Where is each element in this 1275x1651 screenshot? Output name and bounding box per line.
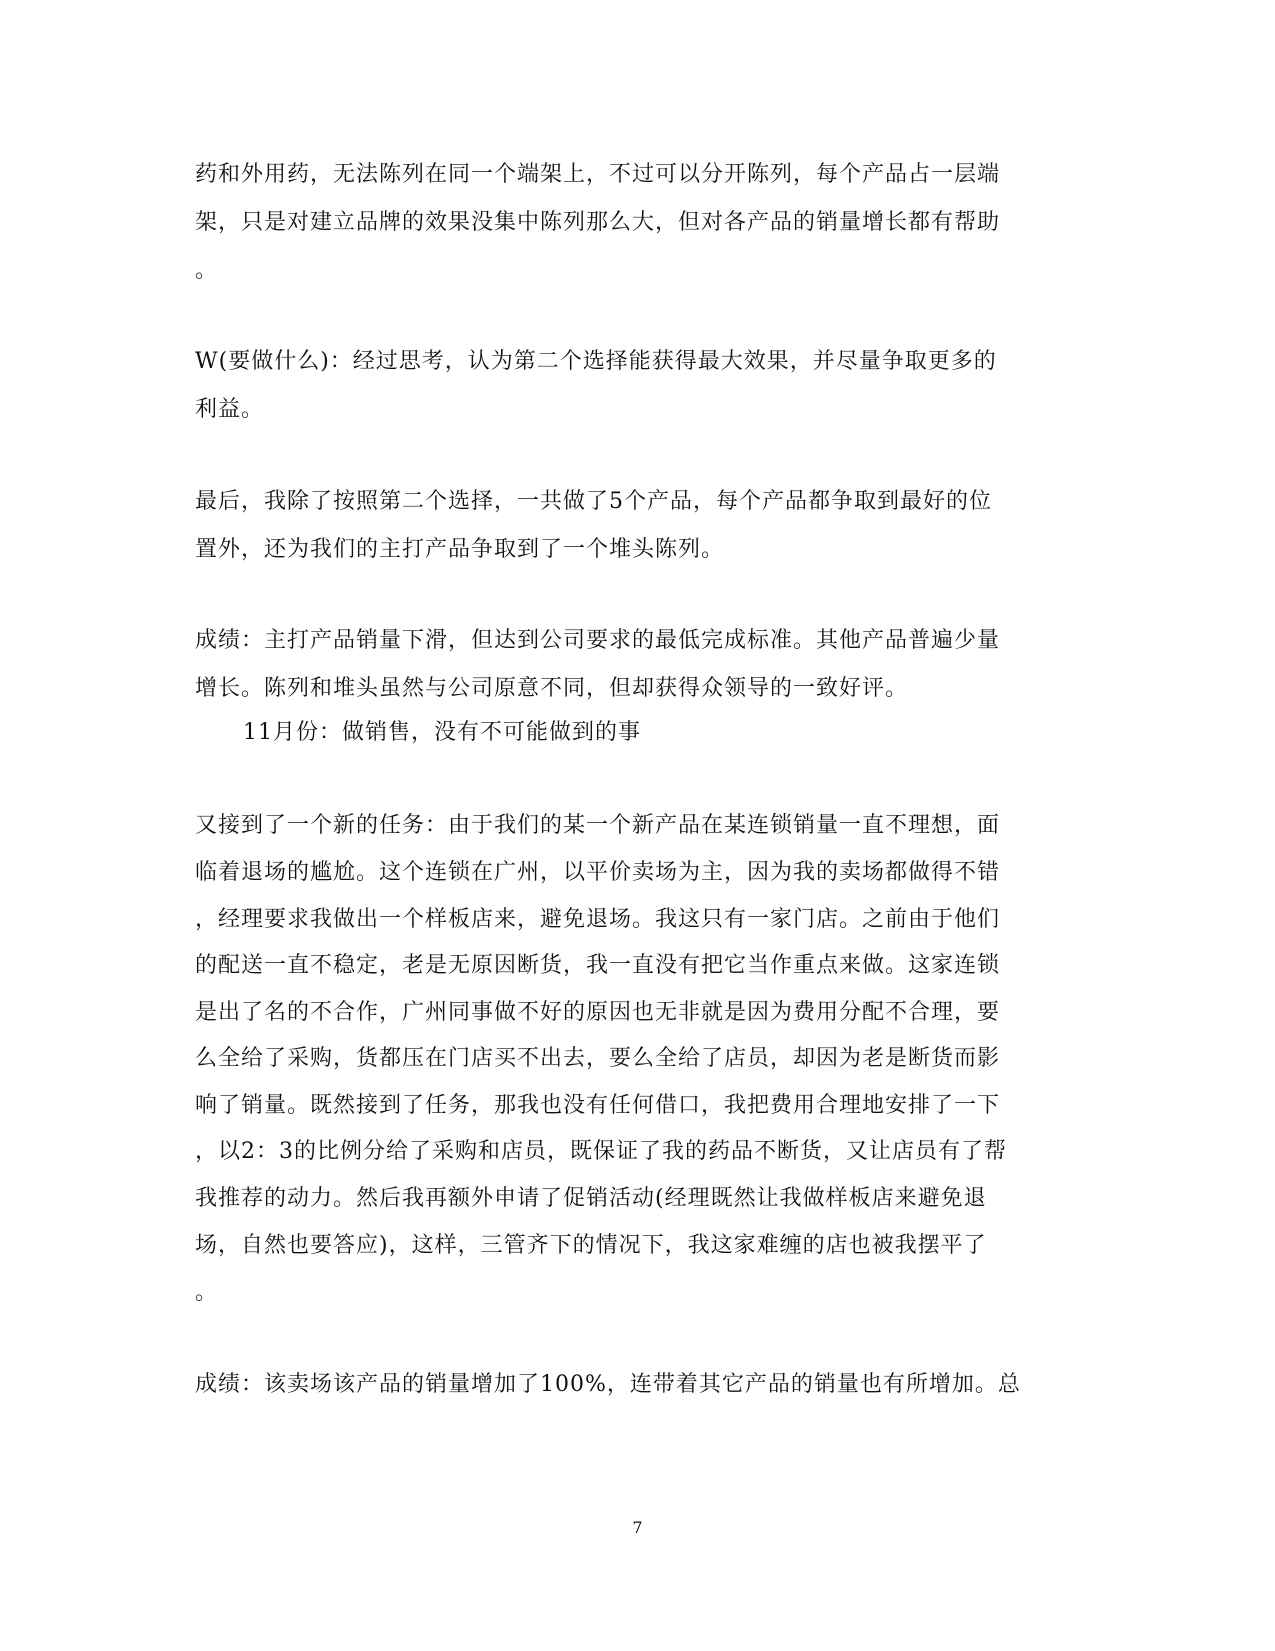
text-line: ，经理要求我做出一个样板店来，避免退场。我这只有一家门店。之前由于他们 (195, 907, 1001, 932)
text-line: 临着退场的尴尬。这个连锁在广州，以平价卖场为主，因为我的卖场都做得不错 (195, 860, 1001, 885)
text-line: 利益。 (195, 397, 265, 422)
text-line: 置外，还为我们的主打产品争取到了一个堆头陈列。 (195, 537, 725, 562)
text-line: 成绩：主打产品销量下滑，但达到公司要求的最低完成标准。其他产品普遍少量 (195, 628, 1001, 653)
text-line: 的配送一直不稳定，老是无原因断货，我一直没有把它当作重点来做。这家连锁 (195, 953, 1001, 978)
text-line: 药和外用药，无法陈列在同一个端架上，不过可以分开陈列，每个产品占一层端 (195, 162, 1001, 187)
text-line: 。 (195, 258, 219, 283)
text-line: 响了销量。既然接到了任务，那我也没有任何借口，我把费用合理地安排了一下 (195, 1093, 1001, 1118)
text-line: 是出了名的不合作，广州同事做不好的原因也无非就是因为费用分配不合理，要 (195, 1000, 1001, 1025)
text-line: 场，自然也要答应)，这样，三管齐下的情况下，我这家难缠的店也被我摆平了 (195, 1233, 987, 1258)
text-line: 最后，我除了按照第二个选择，一共做了5个产品，每个产品都争取到最好的位 (195, 489, 992, 514)
text-line: 。 (195, 1280, 219, 1305)
text-line: 增长。陈列和堆头虽然与公司原意不同，但却获得众领导的一致好评。 (195, 676, 909, 701)
text-line: 成绩：该卖场该产品的销量增加了100%，连带着其它产品的销量也有所增加。总 (195, 1372, 1021, 1397)
text-line: W(要做什么)：经过思考，认为第二个选择能获得最大效果，并尽量争取更多的 (195, 349, 997, 374)
text-line: ，以2：3的比例分给了采购和店员，既保证了我的药品不断货，又让店员有了帮 (195, 1139, 1007, 1164)
text-line: 架，只是对建立品牌的效果没集中陈列那么大，但对各产品的销量增长都有帮助 (195, 210, 1001, 235)
text-line: 我推荐的动力。然后我再额外申请了促销活动(经理既然让我做样板店来避免退 (195, 1186, 987, 1211)
section-heading: 11月份：做销售，没有不可能做到的事 (243, 720, 641, 745)
text-line: 又接到了一个新的任务：由于我们的某一个新产品在某连锁销量一直不理想，面 (195, 813, 1001, 838)
text-line: 么全给了采购，货都压在门店买不出去，要么全给了店员，却因为老是断货而影 (195, 1046, 1001, 1071)
page-number: 7 (632, 1518, 643, 1537)
